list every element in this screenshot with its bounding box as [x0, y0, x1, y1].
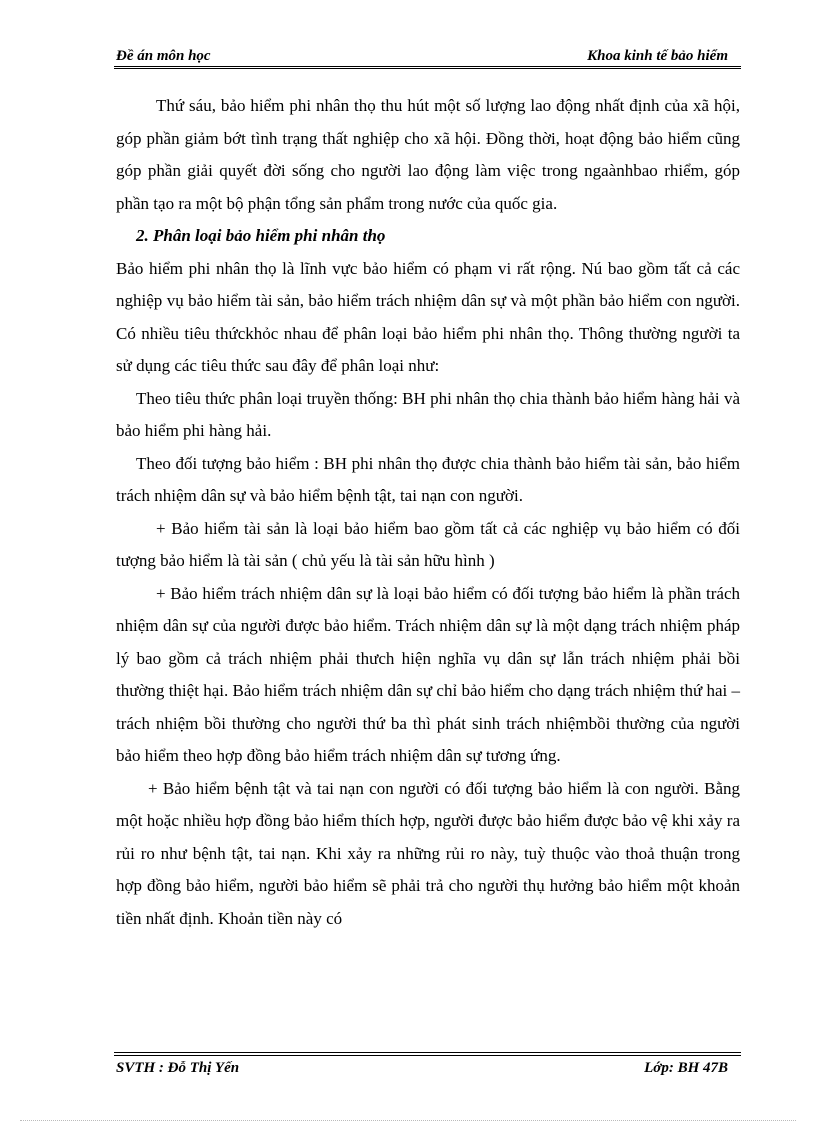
header-course-title: Đề án môn học: [116, 48, 211, 64]
section-heading: 2. Phân loại bảo hiểm phi nhân thọ: [136, 226, 386, 245]
page-header: [114, 44, 740, 64]
paragraph-property-insurance: + Bảo hiểm tài sản là loại bảo hiểm bao gồm tất cả các nghiệp vụ bảo hiểm có đối tượng bảo hiểm là tài sản ( chủ yếu là tài sản hữu hình ): [116, 518, 740, 570]
footer-rule: [114, 1052, 741, 1053]
page-footer: [114, 1060, 740, 1082]
paragraph-sixth-point: Thứ sáu, bảo hiểm phi nhân thọ thu hút một số lượng lao động nhất định của xã hội, góp phần giảm bớt tình trạng thất nghiệp cho xã hội. Đồng thời, hoạt động bảo hiểm cũng góp phần giải quyết đời sống cho người lao động làm việc trong ngaànhbao rhiểm, góp phần tạo ra một bộ phận tổng sản phẩm trong nước của quốc gia.: [116, 96, 740, 213]
header-faculty: Khoa kinh tế bảo hiểm: [587, 48, 728, 64]
footer-rule-second: [114, 1055, 741, 1056]
document-body: [116, 90, 740, 935]
page-bottom-divider: [20, 1120, 796, 1121]
paragraph-traditional-criteria: Theo tiêu thức phân loại truyền thống: BH phi nhân thọ chia thành bảo hiểm hàng hải và bảo hiểm phi hàng hải.: [116, 388, 740, 440]
paragraph-liability-insurance: + Bảo hiểm trách nhiệm dân sự là loại bảo hiểm có đối tượng bảo hiểm là phần trách nhiệm dân sự của người được bảo hiểm. Trách nhiệm dân sự là một dạng trách nhiệm pháp lý bao gồm cả trách nhiệm phải thưch hiện nghĩa vụ dân sự lẫn trách nhiệm phải bồi thường thiệt hại. Bảo hiểm trách nhiệm dân sự chỉ bảo hiểm cho dạng trách nhiệm thứ hai – trách nhiệm bồi thường cho người thứ ba thì phát sinh trách nhiệmbồi thường của người bảo hiểm theo hợp đồng bảo hiểm trách nhiệm dân sự tương ứng.: [116, 583, 740, 765]
paragraph-accident-insurance: + Bảo hiểm bệnh tật và tai nạn con người có đối tượng bảo hiểm là con người. Bằng một hoặc nhiều hợp đồng bảo hiểm thích hợp, người được bảo hiểm được bảo vệ khi xảy ra rủi ro như bệnh tật, tai nạn. Khi xảy ra những rủi ro này, tuỳ thuộc vào thoả thuận trong hợp đồng bảo hiểm, người bảo hiểm sẽ phải trả cho người thụ hưởng bảo hiểm một khoản tiền nhất định. Khoản tiền này có: [116, 778, 740, 928]
header-rule-second: [114, 68, 741, 69]
header-rule: [114, 66, 741, 67]
paragraph-scope: Bảo hiểm phi nhân thọ là lĩnh vực bảo hiểm có phạm vi rất rộng. Nú bao gồm tất cả các nghiệp vụ bảo hiểm tài sản, bảo hiểm trách nhiệm dân sự và một phần bảo hiểm con người. Có nhiều tiêu thứckhỏc nhau để phân loại bảo hiểm phi nhân thọ. Thông thường người ta sử dụng các tiêu thức sau đây để phân loại như:: [116, 258, 740, 375]
footer-class: Lớp: BH 47B: [644, 1060, 728, 1076]
footer-student: SVTH : Đỗ Thị Yến: [116, 1060, 240, 1076]
paragraph-insured-object: Theo đối tượng bảo hiểm : BH phi nhân thọ được chia thành bảo hiểm tài sản, bảo hiểm trách nhiệm dân sự và bảo hiểm bệnh tật, tai nạn con người.: [116, 453, 740, 505]
